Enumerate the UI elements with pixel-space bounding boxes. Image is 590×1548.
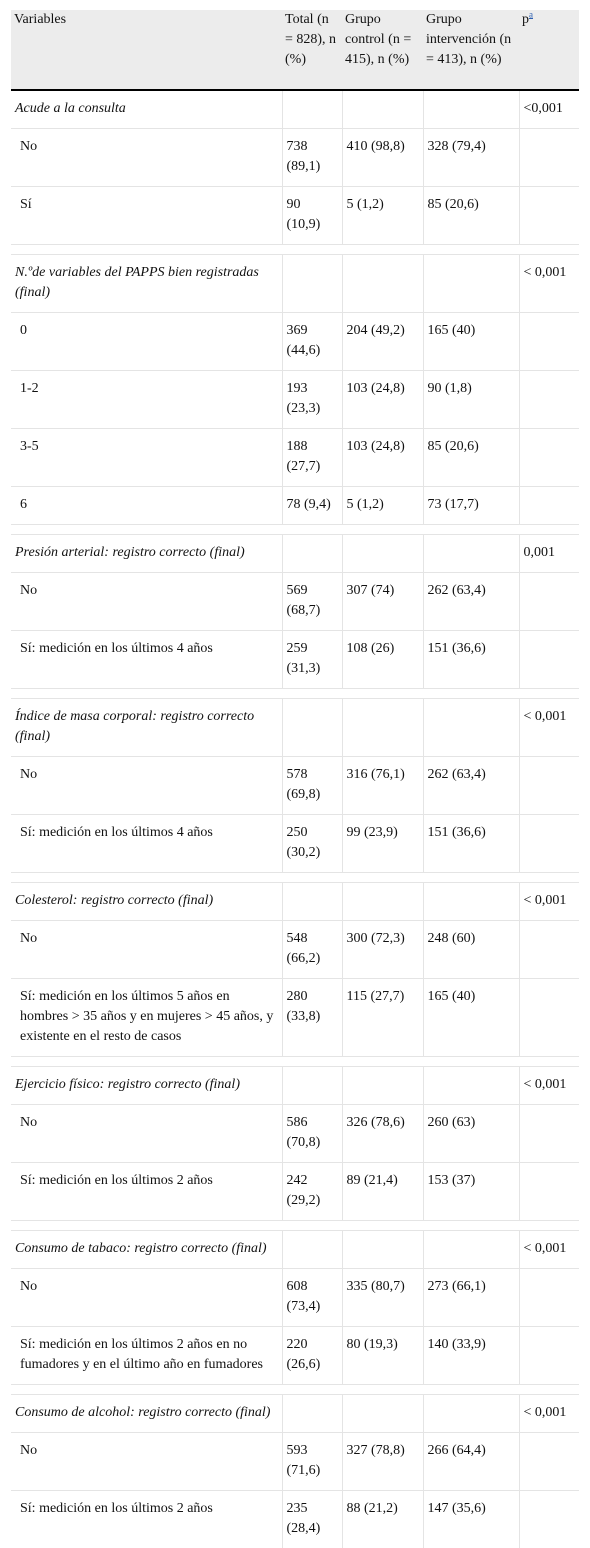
row-label: No	[11, 1269, 282, 1327]
empty-cell	[342, 1067, 423, 1105]
table-row	[11, 815, 579, 873]
spacer-cell	[11, 1057, 579, 1067]
empty-cell	[519, 313, 579, 371]
empty-cell	[342, 699, 423, 757]
total-value: 548 (66,2)	[282, 921, 342, 979]
spacer-cell	[11, 1385, 579, 1395]
group-title: Ejercicio físico: registro correcto (final)	[11, 1067, 282, 1105]
control-value: 410 (98,8)	[342, 129, 423, 187]
total-value: 188 (27,7)	[282, 429, 342, 487]
control-value: 335 (80,7)	[342, 1269, 423, 1327]
table-row	[11, 573, 579, 631]
control-value: 5 (1,2)	[342, 487, 423, 525]
p-value: < 0,001	[519, 1067, 579, 1105]
total-value: 259 (31,3)	[282, 631, 342, 689]
group-spacer	[11, 1057, 579, 1067]
header-control: Grupo control (n = 415), n (%)	[342, 10, 423, 90]
table-row	[11, 487, 579, 525]
header-p	[519, 10, 579, 90]
control-value: 316 (76,1)	[342, 757, 423, 815]
total-value: 220 (26,6)	[282, 1327, 342, 1385]
empty-cell	[519, 979, 579, 1057]
p-value: <0,001	[519, 90, 579, 129]
control-value: 99 (23,9)	[342, 815, 423, 873]
table-row	[11, 1433, 579, 1491]
empty-cell	[342, 535, 423, 573]
intervencion-value: 73 (17,7)	[423, 487, 519, 525]
group-title: N.ºde variables del PAPPS bien registradas (final)	[11, 255, 282, 313]
group-title: Consumo de alcohol: registro correcto (final)	[11, 1395, 282, 1433]
p-value: 0,001	[519, 535, 579, 573]
control-value: 204 (49,2)	[342, 313, 423, 371]
empty-cell	[519, 1491, 579, 1548]
intervencion-value: 85 (20,6)	[423, 429, 519, 487]
control-value: 108 (26)	[342, 631, 423, 689]
group-header-row	[11, 255, 579, 313]
intervencion-value: 140 (33,9)	[423, 1327, 519, 1385]
p-value: < 0,001	[519, 1395, 579, 1433]
empty-cell	[342, 255, 423, 313]
row-label: 0	[11, 313, 282, 371]
row-label: No	[11, 921, 282, 979]
control-value: 88 (21,2)	[342, 1491, 423, 1548]
empty-cell	[519, 187, 579, 245]
empty-cell	[282, 699, 342, 757]
row-label: No	[11, 129, 282, 187]
empty-cell	[423, 883, 519, 921]
empty-cell	[519, 921, 579, 979]
empty-cell	[519, 487, 579, 525]
group-header-row	[11, 699, 579, 757]
row-label: No	[11, 573, 282, 631]
control-value: 103 (24,8)	[342, 429, 423, 487]
control-value: 327 (78,8)	[342, 1433, 423, 1491]
group-header-row	[11, 1231, 579, 1269]
total-value: 578 (69,8)	[282, 757, 342, 815]
results-table	[11, 10, 579, 1548]
row-label: Sí: medición en los últimos 2 años	[11, 1491, 282, 1548]
intervencion-value: 262 (63,4)	[423, 573, 519, 631]
intervencion-value: 85 (20,6)	[423, 187, 519, 245]
header-intervencion: Grupo intervención (n = 413), n (%)	[423, 10, 519, 90]
empty-cell	[282, 535, 342, 573]
table-body	[11, 90, 579, 1548]
group-spacer	[11, 689, 579, 699]
total-value: 280 (33,8)	[282, 979, 342, 1057]
empty-cell	[519, 631, 579, 689]
row-label: 3-5	[11, 429, 282, 487]
intervencion-value: 266 (64,4)	[423, 1433, 519, 1491]
empty-cell	[423, 535, 519, 573]
row-label: 1-2	[11, 371, 282, 429]
intervencion-value: 147 (35,6)	[423, 1491, 519, 1548]
empty-cell	[519, 757, 579, 815]
intervencion-value: 165 (40)	[423, 313, 519, 371]
intervencion-value: 262 (63,4)	[423, 757, 519, 815]
table-row	[11, 1327, 579, 1385]
row-label: Sí: medición en los últimos 4 años	[11, 815, 282, 873]
group-title: Acude a la consulta	[11, 90, 282, 129]
intervencion-value: 273 (66,1)	[423, 1269, 519, 1327]
empty-cell	[519, 815, 579, 873]
empty-cell	[519, 1163, 579, 1221]
row-label: No	[11, 1105, 282, 1163]
table-row	[11, 921, 579, 979]
empty-cell	[282, 90, 342, 129]
group-spacer	[11, 525, 579, 535]
spacer-cell	[11, 245, 579, 255]
spacer-cell	[11, 525, 579, 535]
control-value: 80 (19,3)	[342, 1327, 423, 1385]
total-value: 569 (68,7)	[282, 573, 342, 631]
table-row	[11, 371, 579, 429]
p-value: < 0,001	[519, 883, 579, 921]
table-row	[11, 1105, 579, 1163]
empty-cell	[282, 1395, 342, 1433]
total-value: 738 (89,1)	[282, 129, 342, 187]
group-spacer	[11, 873, 579, 883]
group-header-row	[11, 883, 579, 921]
group-header-row	[11, 1395, 579, 1433]
group-title: Colesterol: registro correcto (final)	[11, 883, 282, 921]
empty-cell	[282, 255, 342, 313]
p-value: < 0,001	[519, 1231, 579, 1269]
total-value: 250 (30,2)	[282, 815, 342, 873]
group-header-row	[11, 535, 579, 573]
group-title: Índice de masa corporal: registro correcto (final)	[11, 699, 282, 757]
table-row	[11, 757, 579, 815]
row-label: 6	[11, 487, 282, 525]
p-value: < 0,001	[519, 255, 579, 313]
group-spacer	[11, 1385, 579, 1395]
empty-cell	[519, 1433, 579, 1491]
row-label: Sí: medición en los últimos 2 años	[11, 1163, 282, 1221]
empty-cell	[342, 90, 423, 129]
total-value: 369 (44,6)	[282, 313, 342, 371]
control-value: 103 (24,8)	[342, 371, 423, 429]
total-value: 242 (29,2)	[282, 1163, 342, 1221]
group-title: Consumo de tabaco: registro correcto (final)	[11, 1231, 282, 1269]
header-p-label: p	[522, 12, 529, 27]
total-value: 78 (9,4)	[282, 487, 342, 525]
table-row	[11, 631, 579, 689]
empty-cell	[519, 371, 579, 429]
header-total: Total (n = 828), n (%)	[282, 10, 342, 90]
group-header-row	[11, 90, 579, 129]
intervencion-value: 151 (36,6)	[423, 631, 519, 689]
empty-cell	[519, 1105, 579, 1163]
empty-cell	[519, 1327, 579, 1385]
empty-cell	[519, 1269, 579, 1327]
empty-cell	[282, 883, 342, 921]
empty-cell	[282, 1067, 342, 1105]
table-row	[11, 129, 579, 187]
empty-cell	[423, 255, 519, 313]
spacer-cell	[11, 1221, 579, 1231]
empty-cell	[519, 573, 579, 631]
empty-cell	[423, 1395, 519, 1433]
intervencion-value: 90 (1,8)	[423, 371, 519, 429]
total-value: 593 (71,6)	[282, 1433, 342, 1491]
spacer-cell	[11, 689, 579, 699]
header-variables: Variables	[11, 10, 282, 90]
intervencion-value: 151 (36,6)	[423, 815, 519, 873]
empty-cell	[282, 1231, 342, 1269]
empty-cell	[342, 1395, 423, 1433]
row-label: No	[11, 1433, 282, 1491]
control-value: 115 (27,7)	[342, 979, 423, 1057]
control-value: 326 (78,6)	[342, 1105, 423, 1163]
empty-cell	[342, 1231, 423, 1269]
control-value: 5 (1,2)	[342, 187, 423, 245]
intervencion-value: 328 (79,4)	[423, 129, 519, 187]
row-label: Sí: medición en los últimos 2 años en no fumadores y en el último año en fumadores	[11, 1327, 282, 1385]
p-value: < 0,001	[519, 699, 579, 757]
intervencion-value: 165 (40)	[423, 979, 519, 1057]
control-value: 89 (21,4)	[342, 1163, 423, 1221]
control-value: 300 (72,3)	[342, 921, 423, 979]
total-value: 193 (23,3)	[282, 371, 342, 429]
intervencion-value: 260 (63)	[423, 1105, 519, 1163]
total-value: 608 (73,4)	[282, 1269, 342, 1327]
table-row	[11, 1269, 579, 1327]
table-header	[11, 10, 579, 90]
group-spacer	[11, 245, 579, 255]
total-value: 90 (10,9)	[282, 187, 342, 245]
row-label: No	[11, 757, 282, 815]
group-spacer	[11, 1221, 579, 1231]
total-value: 235 (28,4)	[282, 1491, 342, 1548]
row-label: Sí: medición en los últimos 5 años en hombres > 35 años y en mujeres > 45 años, y existente en el resto de casos	[11, 979, 282, 1057]
group-header-row	[11, 1067, 579, 1105]
header-row	[11, 10, 579, 90]
table-row	[11, 429, 579, 487]
empty-cell	[519, 429, 579, 487]
empty-cell	[423, 90, 519, 129]
group-title: Presión arterial: registro correcto (final)	[11, 535, 282, 573]
table-row	[11, 313, 579, 371]
footnote-a-link[interactable]: a	[529, 9, 533, 19]
table-row	[11, 1163, 579, 1221]
intervencion-value: 153 (37)	[423, 1163, 519, 1221]
empty-cell	[342, 883, 423, 921]
spacer-cell	[11, 873, 579, 883]
row-label: Sí	[11, 187, 282, 245]
empty-cell	[519, 129, 579, 187]
intervencion-value: 248 (60)	[423, 921, 519, 979]
total-value: 586 (70,8)	[282, 1105, 342, 1163]
control-value: 307 (74)	[342, 573, 423, 631]
table-row	[11, 979, 579, 1057]
row-label: Sí: medición en los últimos 4 años	[11, 631, 282, 689]
table-row	[11, 1491, 579, 1548]
empty-cell	[423, 1067, 519, 1105]
empty-cell	[423, 1231, 519, 1269]
table-row	[11, 187, 579, 245]
empty-cell	[423, 699, 519, 757]
